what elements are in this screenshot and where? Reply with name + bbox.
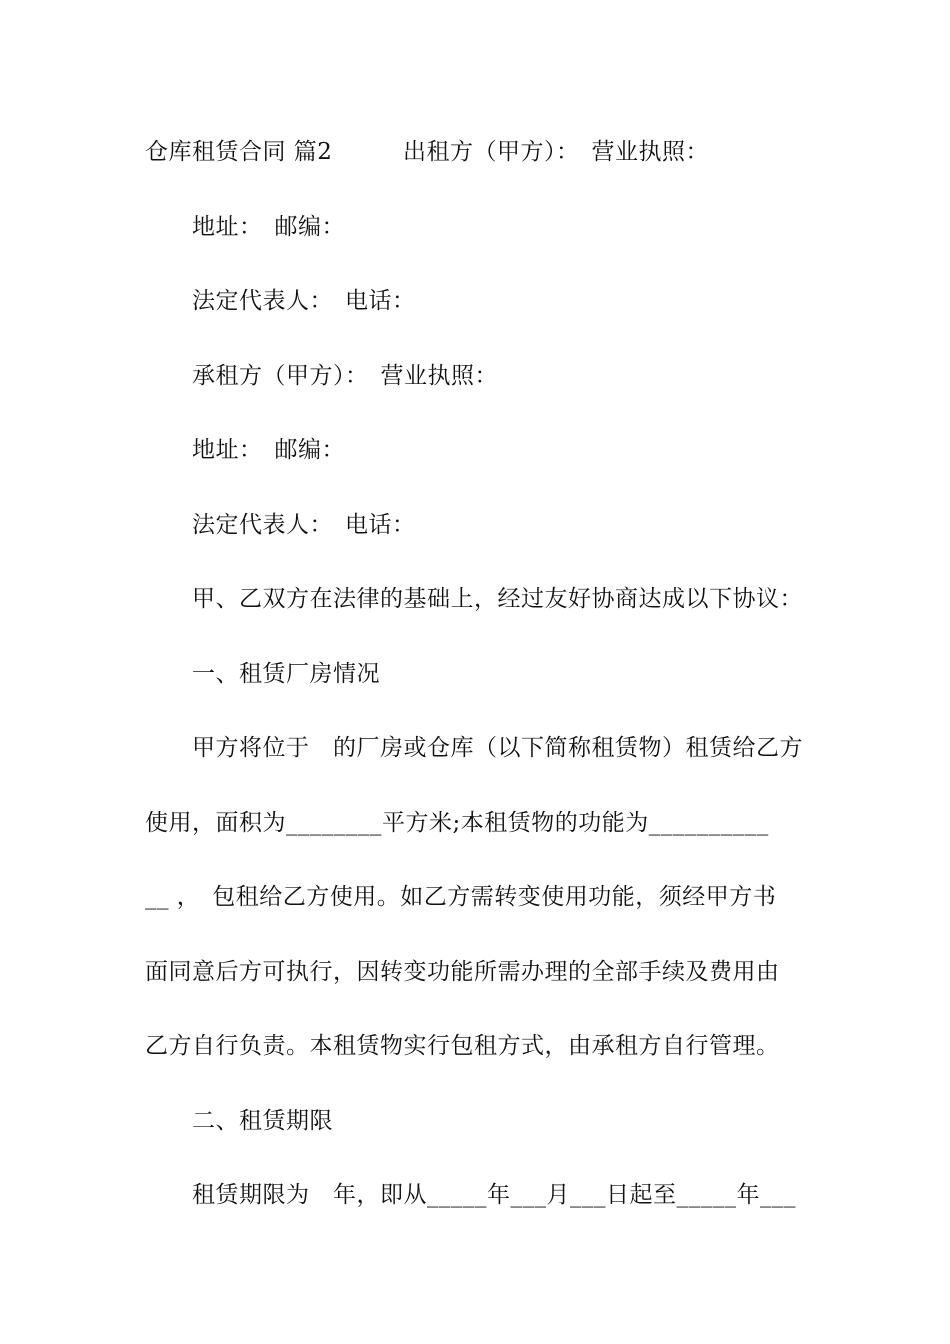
lessee-line: 承租方（甲方）： 营业执照： <box>192 363 498 389</box>
lessor-representative-line: 法定代表人： 电话： <box>192 288 416 314</box>
section-one-text-line: __ ， 包租给乙方使用。如乙方需转变使用功能，须经甲方书 <box>145 884 777 910</box>
lessor-address-line: 地址： 邮编： <box>192 214 345 240</box>
section-one-text-line: 乙方自行负责。本租赁物实行包租方式，由承租方自行管理。 <box>145 1033 780 1059</box>
section-two-heading: 二、租赁期限 <box>192 1108 333 1134</box>
heading-line: 仓库租赁合同 篇2 出租方（甲方）： 营业执照： <box>145 139 709 165</box>
agreement-intro-line: 甲、乙双方在法律的基础上，经过友好协商达成以下协议： <box>192 586 803 612</box>
lessee-representative-line: 法定代表人： 电话： <box>192 512 416 538</box>
lessee-address-line: 地址： 邮编： <box>192 437 345 463</box>
section-one-text-line: 使用，面积为________平方米;本租赁物的功能为__________ <box>145 810 769 836</box>
section-one-heading: 一、租赁厂房情况 <box>192 661 380 687</box>
section-two-text-line: 租赁期限为 年，即从_____年___月___日起至_____年___ <box>192 1182 796 1208</box>
section-one-text-line: 甲方将位于 的厂房或仓库（以下简称租赁物）租赁给乙方 <box>192 735 803 761</box>
section-one-text-line: 面同意后方可执行，因转变功能所需办理的全部手续及费用由 <box>145 959 780 985</box>
